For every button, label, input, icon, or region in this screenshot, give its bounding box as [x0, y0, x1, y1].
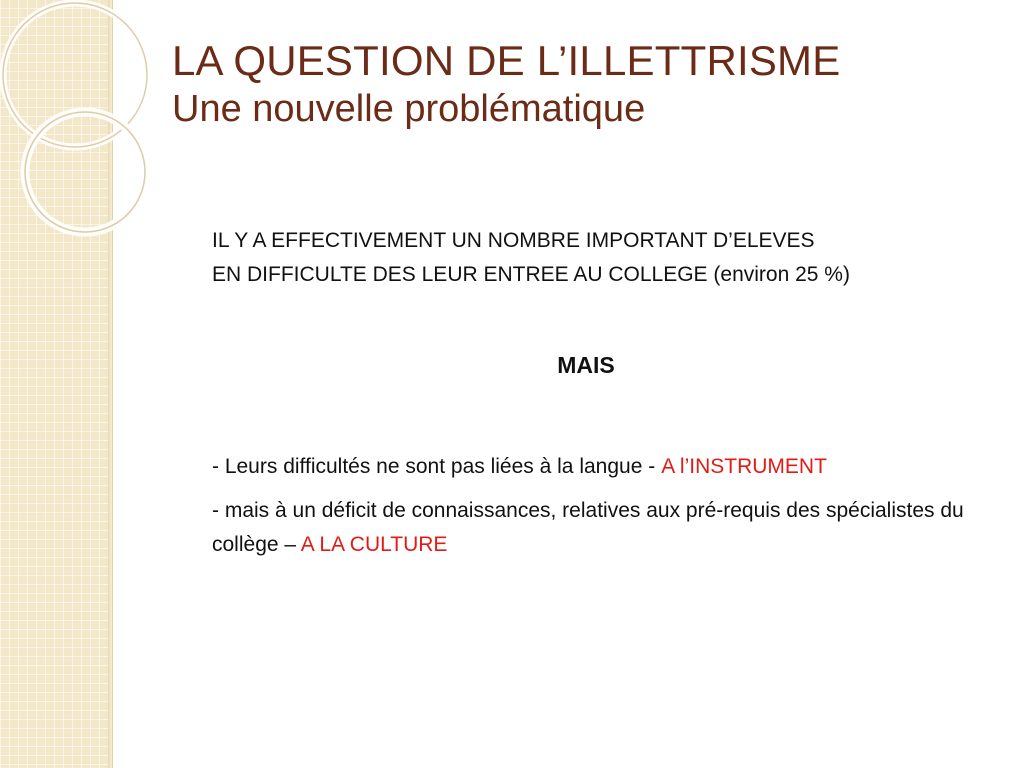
- main-paragraph: [212, 224, 1002, 292]
- main-paragraph-note: (environ 25 %): [713, 263, 850, 286]
- slide-title: LA QUESTION DE L’ILLETTRISME: [172, 37, 841, 84]
- bullet-1-highlight: A l’INSTRUMENT: [661, 455, 827, 478]
- title-block: [172, 36, 992, 132]
- bullet-1-text: - Leurs difficultés ne sont pas liées à la langue -: [212, 455, 656, 478]
- main-paragraph-line2: EN DIFFICULTE DES LEUR ENTREE AU COLLEGE: [212, 263, 708, 286]
- slide-subtitle: Une nouvelle problématique: [172, 88, 646, 130]
- bullet-item-1: [212, 450, 1002, 484]
- bullet-2-text: - mais à un déficit de connaissances, relatives aux pré-requis des spécialistes du collège –: [212, 499, 964, 556]
- mais-heading: MAIS: [557, 352, 615, 378]
- bullet-2-highlight: A LA CULTURE: [300, 533, 448, 556]
- bullet-item-2: [212, 494, 1002, 562]
- decorative-rings-icon: [0, 0, 160, 260]
- main-paragraph-line1: IL Y A EFFECTIVEMENT UN NOMBRE IMPORTANT D’ELEVES: [212, 229, 815, 252]
